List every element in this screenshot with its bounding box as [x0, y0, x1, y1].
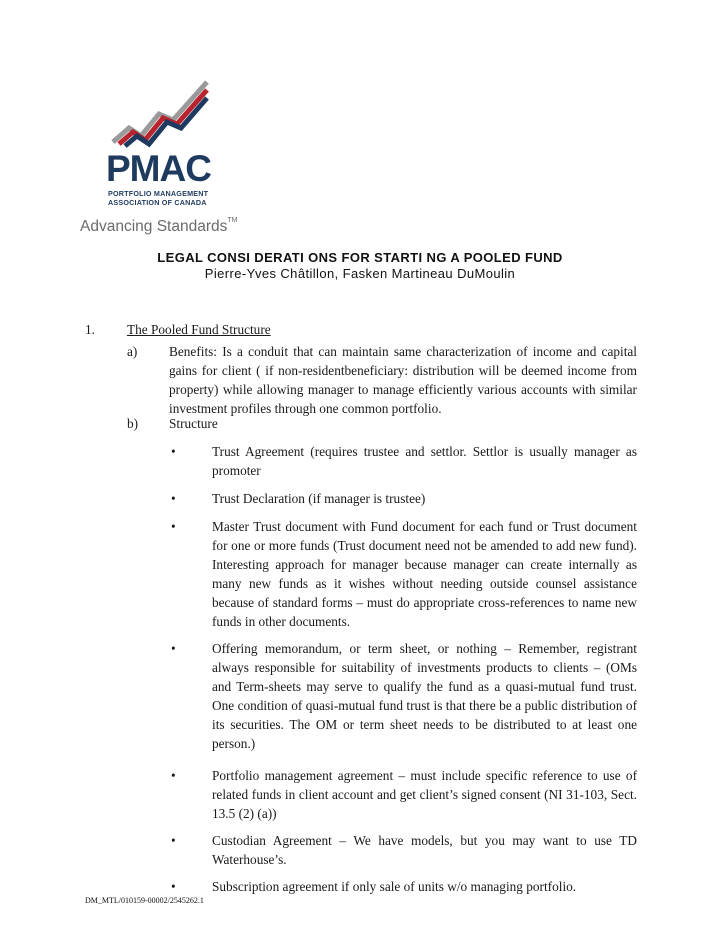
logo-tagline: Advancing Standards™ — [80, 217, 238, 235]
logo-wordmark: PMAC — [106, 148, 211, 189]
bullet-icon: • — [171, 519, 176, 534]
item-label: a) — [127, 344, 138, 359]
bullet-icon: • — [171, 768, 176, 783]
bullet-text: Subscription agreement if only sale of units w/o managing portfolio. — [212, 879, 577, 894]
logo-subtitle: PORTFOLIO MANAGEMENT ASSOCIATION OF CANADA — [108, 189, 209, 207]
bullet-item — [165, 766, 637, 823]
bullet-text: Offering memorandum, or term sheet, or nothing – Remember, registrant always responsible for suitability of investments products to clients – (OMs and Term-sheets may serve to qualify the fund as a quasi-mutual fund trust. One condition of quasi-mutual fund trust is that there be a public distribution of its securities. The OM or term sheet needs to be distributed to at least one person.) — [212, 641, 637, 751]
bullet-text: Trust Agreement (requires trustee and settlor. Settlor is usually manager as promoter — [212, 444, 637, 478]
chart-arrow-icon — [107, 78, 212, 150]
bullet-text: Portfolio management agreement – must include specific reference to use of related funds in client account and get client’s signed consent (NI 31-103, Sect. 13.5 (2) (a)) — [212, 768, 637, 821]
bullet-icon: • — [171, 491, 176, 506]
pmac-logo — [80, 78, 240, 238]
bullet-item — [165, 517, 637, 631]
bullet-icon: • — [171, 641, 176, 656]
bullet-text: Master Trust document with Fund document for each fund or Trust document for one or more funds (Trust document need not be amended to add new fund). Interesting approach for manager because manager can create internally as many new funds as it wishes without needing outside counsel assistance because of standard forms – must do appropriate cross-references to name new funds in other documents. — [212, 519, 637, 629]
bullet-item — [165, 489, 637, 508]
section-number: 1. — [85, 322, 95, 337]
document-author: Pierre-Yves Châtillon, Fasken Martineau DuMoulin — [204, 266, 516, 281]
bullet-text: Trust Declaration (if manager is trustee) — [212, 491, 426, 506]
document-title: LEGAL CONSI DERATI ONS FOR STARTI NG A POOLED FUND — [157, 250, 563, 265]
list-item-b — [127, 414, 637, 433]
item-text: Benefits: Is a conduit that can maintain same characterization of income and capital gains for client ( if non-residentbeneficiary: distribution will be deemed income from property) while allowing manager to manage efficiently various accounts with similar investment profiles through one common portfolio. — [169, 344, 637, 416]
list-item-a — [127, 342, 637, 418]
document-id-footer: DM_MTL/010159-00002/2545262.1 — [85, 896, 204, 905]
section-title: The Pooled Fund Structure — [127, 322, 271, 337]
bullet-item — [165, 639, 637, 753]
bullet-icon: • — [171, 879, 176, 894]
bullet-icon: • — [171, 444, 176, 459]
bullet-item — [165, 831, 637, 869]
bullet-icon: • — [171, 833, 176, 848]
bullet-item — [165, 877, 637, 896]
item-text: Structure — [169, 416, 218, 431]
bullet-item — [165, 442, 637, 480]
bullet-text: Custodian Agreement – We have models, but you may want to use TD Waterhouse’s. — [212, 833, 637, 867]
document-header — [0, 250, 720, 282]
item-label: b) — [127, 416, 139, 431]
